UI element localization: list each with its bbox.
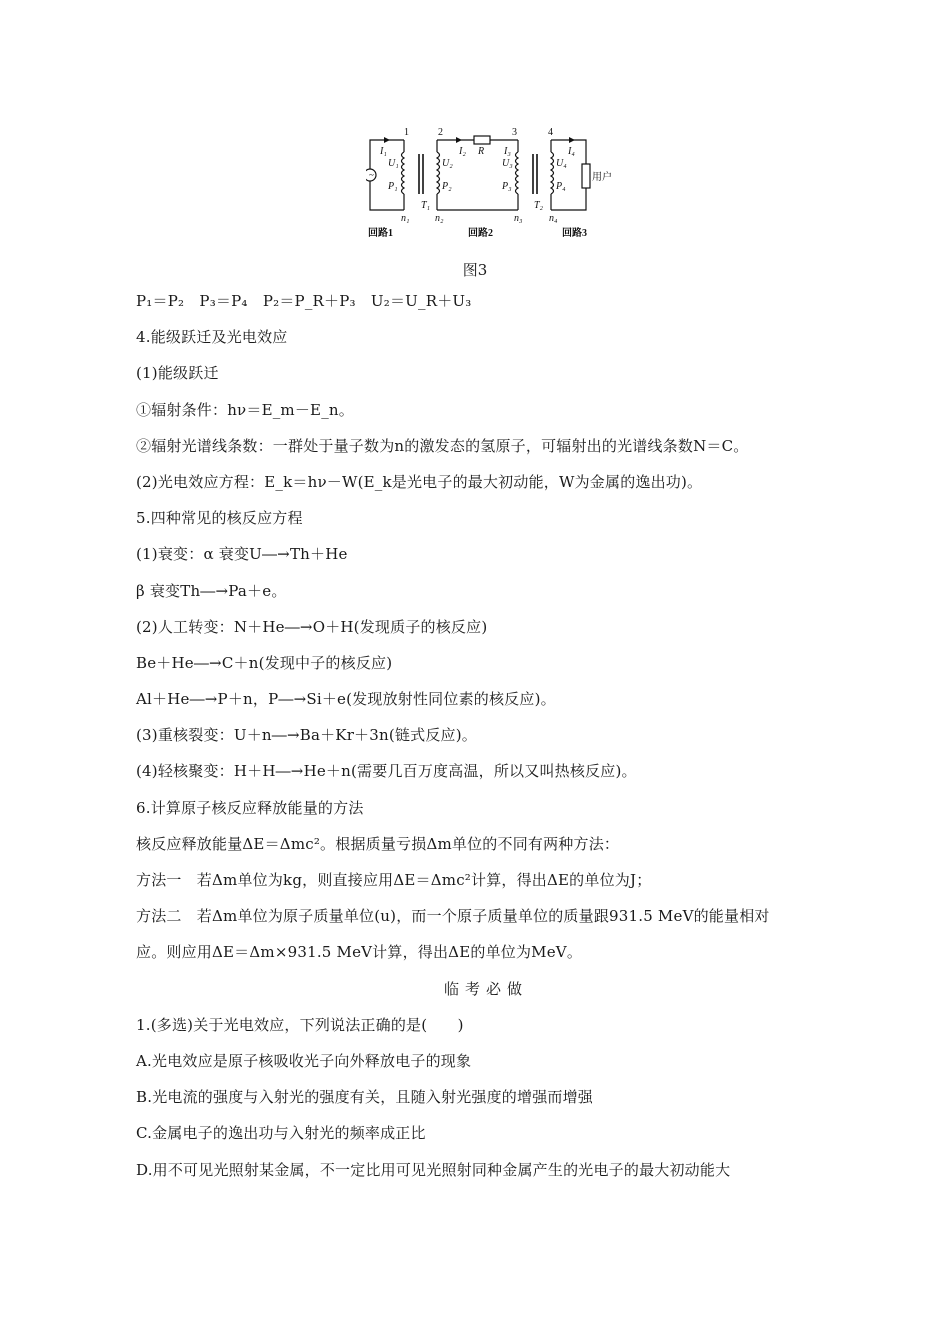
neutron-discovery: Be＋He―→C＋n(发现中子的核反应) xyxy=(136,653,393,672)
nuclear-fission: (3)重核裂变：U＋n―→Ba＋Kr＋3n(链式反应)。 xyxy=(136,726,477,745)
spectral-lines-count: ②辐射光谱线条数：一群处于量子数为n的激发态的氢原子，可辐射出的光谱线条数N＝C。 xyxy=(136,436,749,455)
node-2-label: 2 xyxy=(438,127,443,138)
i1-label: I₁ xyxy=(380,146,387,157)
p2-label: P₂ xyxy=(442,181,452,192)
node-3-label: 3 xyxy=(512,127,517,138)
u3-label: U₃ xyxy=(502,158,513,169)
option-d: D.用不可见光照射某金属，不一定比用可见光照射同种金属产生的光电子的最大初动能大 xyxy=(136,1160,731,1179)
option-a: A.光电效应是原子核吸收光子向外释放电子的现象 xyxy=(136,1051,472,1070)
nuclear-fusion: (4)轻核聚变：H＋H―→He＋n(需要几百万度高温，所以又叫热核反应)。 xyxy=(136,762,637,781)
document-body xyxy=(136,292,836,1197)
p4-label: P₄ xyxy=(556,181,566,192)
arrow-i1-icon xyxy=(384,137,390,143)
n1-label: n₁ xyxy=(401,213,410,224)
arrow-i4-icon xyxy=(569,137,575,143)
i3-label: I₃ xyxy=(504,146,511,157)
t2-primary-coil xyxy=(516,152,519,194)
photoelectric-equation: (2)光电效应方程：E_k＝hν－W(E_k是光电子的最大初动能，W为金属的逸出功)。 xyxy=(136,472,703,491)
loop1-label: 回路1 xyxy=(368,228,393,239)
u2-label: U₂ xyxy=(442,158,453,169)
question-1: 1.(多选)关于光电效应，下列说法正确的是( ) xyxy=(136,1015,464,1034)
figure-caption: 图3 xyxy=(462,261,488,279)
artificial-transmutation: (2)人工转变：N＋He―→O＋H(发现质子的核反应) xyxy=(136,617,488,636)
heading-6: 6.计算原子核反应释放能量的方法 xyxy=(136,798,364,817)
user-label: 用户 xyxy=(592,172,612,183)
option-c: C.金属电子的逸出功与入射光的频率成正比 xyxy=(136,1124,426,1143)
r-label: R xyxy=(478,146,485,157)
resistor-r xyxy=(474,136,490,144)
t1-label: T₁ xyxy=(421,200,431,211)
radioactive-isotope: Al＋He―→P＋n，P―→Si＋e(发现放射性同位素的核反应)。 xyxy=(136,690,556,709)
option-b: B.光电流的强度与入射光的强度有关，且随入射光强度的增强而增强 xyxy=(136,1088,593,1107)
t1-secondary-coil xyxy=(437,152,440,194)
ac-source-symbol: ~ xyxy=(369,170,374,180)
subheading-energy-transition: (1)能级跃迁 xyxy=(136,364,219,383)
method-two-continued: 应。则应用ΔE＝Δm×931.5 MeV计算，得出ΔE的单位为MeV。 xyxy=(136,943,583,962)
p3-label: P₃ xyxy=(502,181,512,192)
heading-4: 4.能级跃迁及光电效应 xyxy=(136,328,288,347)
section-title: 临考必做 xyxy=(443,979,528,998)
node-1-label: 1 xyxy=(404,127,409,138)
method-two: 方法二 若Δm单位为原子质量单位(u)，而一个原子质量单位的质量跟931.5 MeV的能量相对 xyxy=(136,907,770,926)
t1-primary-coil xyxy=(402,152,405,194)
alpha-decay: (1)衰变：α 衰变U―→Th＋He xyxy=(136,545,348,564)
power-relations: P₁＝P₂ P₃＝P₄ P₂＝P_R＋P₃ U₂＝U_R＋U₃ xyxy=(136,292,472,310)
p1-label: P₁ xyxy=(388,181,398,192)
t2-secondary-coil xyxy=(551,152,554,194)
i4-label: I₄ xyxy=(568,146,575,157)
radiation-condition: ①辐射条件：hν＝E_m－E_n。 xyxy=(136,400,354,419)
beta-decay: β 衰变Th―→Pa＋e。 xyxy=(136,581,287,600)
u4-label: U₄ xyxy=(556,158,567,169)
n4-label: n₄ xyxy=(549,213,558,224)
current-arrows xyxy=(384,137,575,143)
loop2-label: 回路2 xyxy=(468,228,493,239)
t2-label: T₂ xyxy=(534,200,544,211)
u1-label: U₁ xyxy=(388,158,399,169)
n2-label: n₂ xyxy=(435,213,444,224)
arrow-i2-icon xyxy=(456,137,462,143)
i2-label: I₂ xyxy=(459,146,466,157)
energy-release-intro: 核反应释放能量ΔE＝Δmc²。根据质量亏损Δm单位的不同有两种方法： xyxy=(136,834,620,853)
circuit-svg xyxy=(366,124,626,242)
user-load xyxy=(582,164,590,188)
circuit-diagram xyxy=(366,124,626,242)
n3-label: n₃ xyxy=(514,213,523,224)
loop3-label: 回路3 xyxy=(562,228,587,239)
method-one: 方法一 若Δm单位为kg，则直接应用ΔE＝Δmc²计算，得出ΔE的单位为J； xyxy=(136,871,652,889)
heading-5: 5.四种常见的核反应方程 xyxy=(136,509,303,528)
node-4-label: 4 xyxy=(548,127,553,138)
